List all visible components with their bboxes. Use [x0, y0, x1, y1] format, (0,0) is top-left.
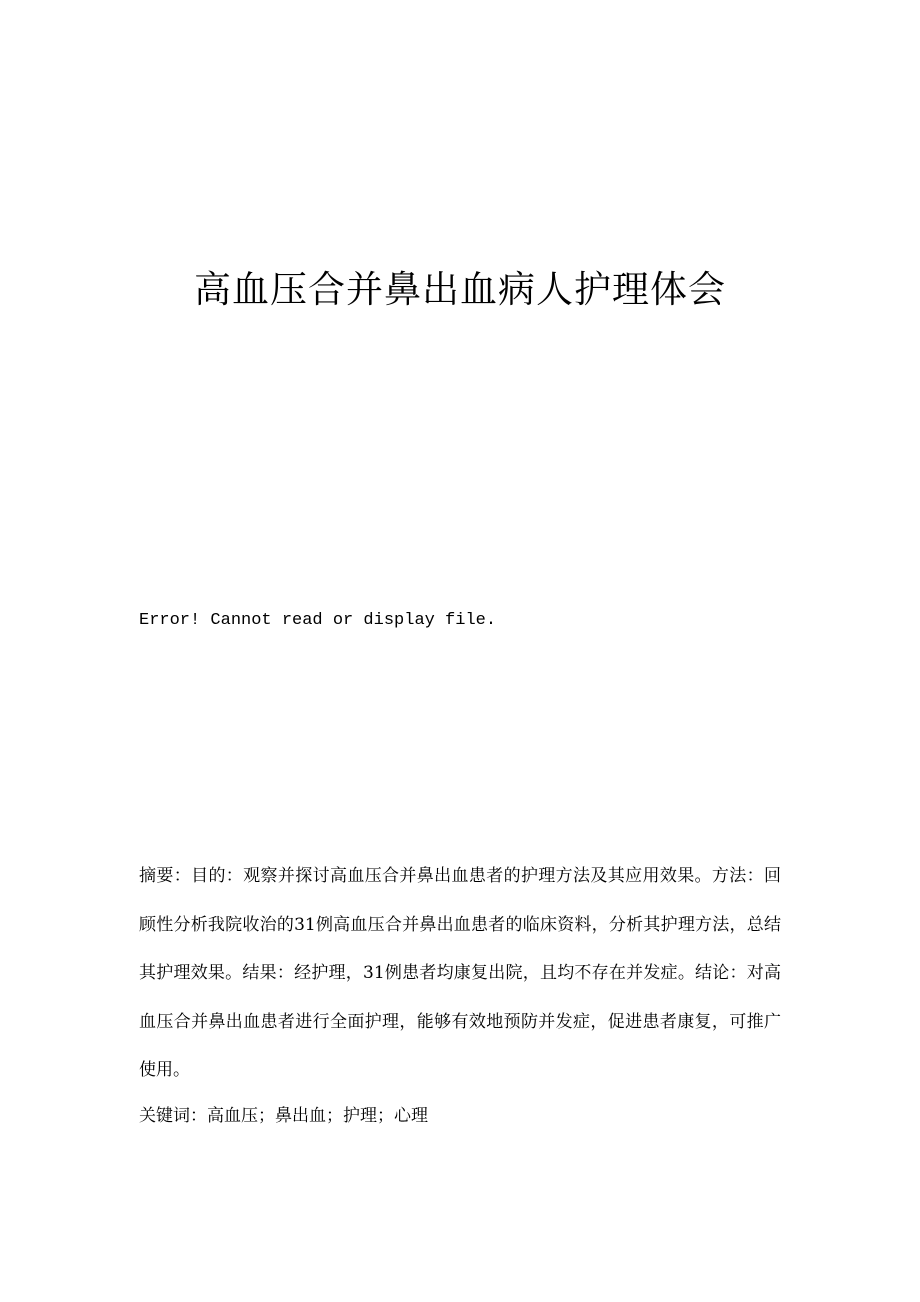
document-title: 高血压合并鼻出血病人护理体会 — [194, 268, 726, 311]
abstract-paragraph: 摘要：目的：观察并探讨高血压合并鼻出血患者的护理方法及其应用效果。方法：回顾性分析我院收治的31例高血压合并鼻出血患者的临床资料，分析其护理方法，总结其护理效果。结果：经护理，31例患者均康复出院，且均不存在并发症。结论：对高血压合并鼻出血患者进行全面护理，能够有效地预防并发症，促进患者康复，可推广使用。 — [139, 866, 781, 1081]
image-error-message: Error! Cannot read or display file. — [139, 611, 497, 630]
keywords-line: 关键词：高血压；鼻出血；护理；心理 — [139, 1106, 428, 1126]
